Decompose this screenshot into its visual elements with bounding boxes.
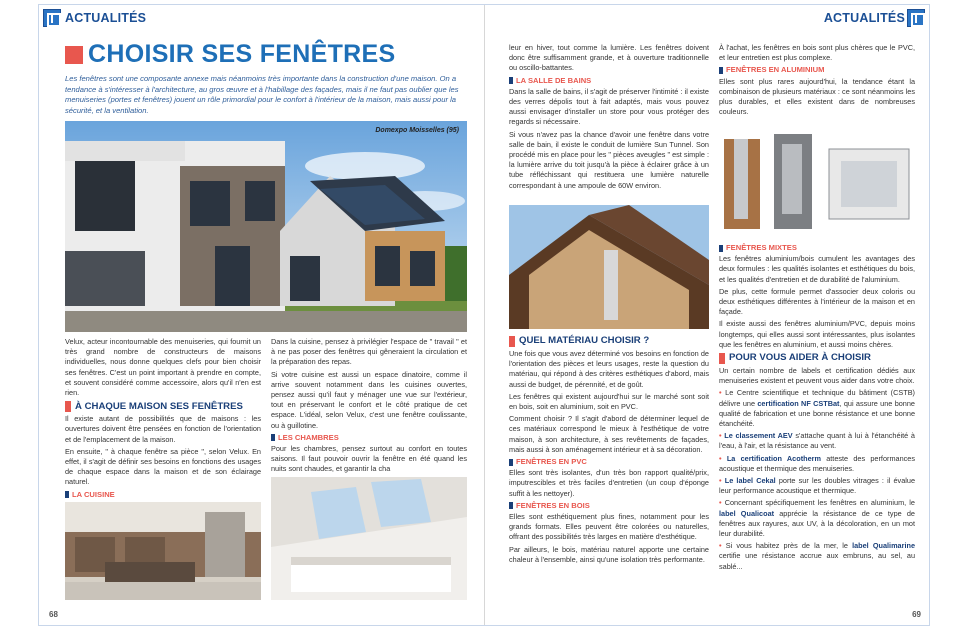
heading-marker — [271, 434, 275, 441]
page-number: 68 — [49, 610, 58, 619]
section-heading — [509, 336, 709, 347]
bullet-bold: Le label Cekal — [724, 476, 776, 486]
list-item — [719, 388, 915, 429]
heading-marker — [65, 491, 69, 498]
heading-marker — [509, 336, 515, 347]
paragraph: Les fenêtres qui existent aujourd'hui sur le marché sont soit en bois, soit en aluminium, soit en PVC. — [509, 391, 709, 412]
article-title — [65, 42, 395, 67]
heading-marker — [65, 401, 71, 412]
bullet-bold: Le classement AEV — [724, 431, 793, 441]
page-title: CHOISIR SES FENÊTRES — [88, 40, 396, 68]
bullet-bold: certification NF CSTBat — [757, 398, 840, 408]
bullet-icon: • — [719, 498, 722, 508]
heading-marker — [719, 245, 723, 252]
subsection-heading — [719, 243, 915, 253]
list-item — [719, 498, 915, 539]
left-column-2 — [271, 337, 467, 477]
paragraph: Elles sont plus rares aujourd'hui, la tendance étant la combinaison de plusieurs matériaux : ce sont néanmoins les plus durables, et elles existent dans de nombreuses couleurs. — [719, 76, 915, 117]
photo-caption: Domexpo Moisselles (95) — [375, 127, 459, 134]
bullet-bold: La certification Acotherm — [726, 453, 821, 463]
paragraph: À l'achat, les fenêtres en bois sont plus chères que le PVC, et leur entretien est plus complexe. — [719, 43, 915, 63]
subsection-heading — [65, 490, 261, 500]
rubric-label: ACTUALITÉS — [823, 11, 905, 25]
heading-text: FENÊTRES EN BOIS — [516, 500, 590, 510]
bullet-icon: • — [719, 388, 722, 398]
title-marker — [65, 46, 83, 64]
profiles-illustration — [719, 129, 915, 237]
window-icon — [43, 9, 61, 27]
bullet-icon: • — [719, 541, 722, 551]
bullet-icon: • — [719, 431, 722, 441]
paragraph: Dans la salle de bains, il s'agit de préserver l'intimité : il existe des verres dépolis tout à fait adaptés, mais vous pouvez aussi envisager d'installer un store pour vous protéger des regards si nécessaire. — [509, 86, 709, 127]
section-heading — [719, 353, 915, 364]
bullet-text: apprécie la résistance de ce type de fenêtres aux rayures, aux UV, à la décoloration, en un mot leur durabilité. — [719, 508, 915, 539]
paragraph: Elles sont esthétiquement plus fines, notamment pour les grands formats. Elles peuvent être colorées ou naturelles, offrant des possibilités très larges en matière d'esthétique. — [509, 512, 709, 542]
subsection-heading — [509, 76, 709, 86]
bullet-text: porte sur les doubles vitrages : il évalue leur performance acoustique et thermique. — [719, 476, 915, 496]
roof-illustration — [509, 205, 709, 329]
bullet-bold: label Qualicoat — [719, 508, 775, 518]
bullet-bold: label Qualimarine — [852, 541, 915, 551]
bullet-icon: • — [719, 476, 722, 486]
left-column-1 — [65, 337, 261, 501]
paragraph: En ensuite, " à chaque fenêtre sa pièce ", selon Velux. En effet, il s'agit de définir ses besoins en fonctions des usages de chaque espace dans la maison et de son éclairage naturel. — [65, 446, 261, 487]
heading-marker — [509, 459, 513, 466]
heading-marker — [719, 67, 723, 74]
heading-text: FENÊTRES EN PVC — [516, 457, 587, 467]
heading-marker — [509, 77, 513, 84]
rubric-label: ACTUALITÉS — [65, 11, 147, 25]
heading-text: FENÊTRES EN ALUMINIUM — [726, 65, 825, 75]
paragraph: Dans la cuisine, pensez à privilégier l'espace de " travail " et à ne pas poser des fenêtres qui gêneraient la circulation et la préparation des repas. — [271, 337, 467, 367]
list-item — [719, 476, 915, 496]
bullet-text: certifie une résistance accrue aux embruns, au sel, au sablé... — [719, 551, 915, 571]
bullet-text: Le Centre scientifique et technique du bâtiment (CSTB) délivre une — [719, 388, 915, 408]
page-number: 69 — [912, 610, 921, 619]
list-item — [719, 541, 915, 572]
paragraph: Une fois que vous avez déterminé vos besoins en fonction de l'orientation des pièces et leurs usages, reste la question du matériau, qui répond à des critères esthétiques d'abord, mais aussi de budget, de pérennité, et de goût. — [509, 349, 709, 389]
article-intro: Les fenêtres sont une composante annexe mais néanmoins très importante dans la construction d'une maison. On a tendance à s'intéresser à l'architecture, au gros œuvre et à l'habillage des façades, mais il ne faut pas oublier que les menuiseries (portes et fenêtres) jouent un rôle primordial pour le confort à l'intérieur de la maison, mais aussi pour la sécurité, et la ventilation. — [65, 74, 459, 115]
window-icon — [907, 9, 925, 27]
heading-text: LA CUISINE — [72, 489, 115, 499]
bedroom-illustration — [271, 477, 467, 600]
paragraph: Velux, acteur incontournable des menuiseries, qui fournit un très grand nombre de constructeurs de maisons individuelles, nous donne quelques clefs pour bien choisir ses fenêtres. C'est un point important à prendre en compte, et souvent considéré comme accessoire, alors qu'il n'en est rien. — [65, 337, 261, 398]
house-illustration — [65, 121, 467, 332]
heading-text: LA SALLE DE BAINS — [516, 75, 592, 85]
bullet-text: s'attache quant à lui à l'étanchéité à l'eau, à l'air, et la résistance au vent. — [719, 431, 915, 451]
section-heading — [65, 401, 261, 412]
left-page — [39, 5, 485, 625]
subsection-heading — [719, 65, 915, 75]
paragraph: Un certain nombre de labels et certification dédiés aux menuiseries existent et peuvent vous aider dans votre choix. — [719, 366, 915, 386]
bullet-text: Concernant spécifiquement les fenêtres en aluminium, le — [724, 498, 915, 508]
paragraph: Par ailleurs, le bois, matériau naturel apporte une certaine chaleur à l'ensemble, ainsi qu'une isolation très performante. — [509, 544, 709, 564]
right-column-2b — [719, 241, 915, 574]
subsection-heading — [271, 433, 467, 443]
list-item — [719, 454, 915, 474]
right-column-1b — [509, 333, 709, 567]
right-column-1 — [509, 43, 709, 193]
bedroom-photo — [271, 477, 467, 600]
paragraph: Si vous n'avez pas la chance d'avoir une fenêtre dans votre salle de bain, il existe le conduit de lumière Sun Tunnel. Son procédé mis en place pour les " pièces aveugles " est simple : la lumière arrive du toit jusqu'à la pièce à éclairer grâce à un tube réfléchissant qui restituera une lumière naturelle correspondant à une ampoule de 60W environ. — [509, 129, 709, 190]
window-profiles-photo — [719, 129, 915, 237]
roof-photo — [509, 205, 709, 329]
paragraph: Elles sont très isolantes, d'un très bon rapport qualité/prix, imputrescibles et très faciles d'entretien (un coup d'éponge suffit à les nettoyer). — [509, 468, 709, 498]
heading-text: LES CHAMBRES — [278, 432, 339, 442]
bullet-text: atteste des performances acoustique et thermique des menuiseries. — [719, 453, 915, 473]
paragraph: Il existe aussi des fenêtres aluminium/PVC, depuis moins longtemps, qui elles aussi sont intéressantes, plus isolantes que les fenêtres en aluminium, et aussi moins chères. — [719, 319, 915, 349]
heading-marker — [509, 502, 513, 509]
subsection-heading — [509, 501, 709, 511]
bullet-text: , qui assure une bonne qualité de fabrication et une bonne résistance et une bonne étanchéité. — [719, 398, 915, 429]
heading-text: FENÊTRES MIXTES — [726, 243, 797, 252]
paragraph: De plus, cette formule permet d'associer deux coloris ou deux esthétiques différentes à l'intérieur de la maison et en façade. — [719, 286, 915, 317]
paragraph: Si votre cuisine est aussi un espace dinatoire, comme il arrive souvent notamment dans les cuisines ouvertes, pensez aussi qu'il faut y ménager une vue sur l'extérieur, tout en préservant le confort et le côté pratique de cet espace. L'idéal, selon Velux, c'est une fenêtre coulissante, ou à guillotine. — [271, 369, 467, 430]
right-column-2 — [719, 43, 915, 119]
paragraph: Il existe autant de possibilités que de maisons : les ouvertures doivent être pensées en fonction de l'orientation et de l'emplacement de la maison. — [65, 414, 261, 444]
paragraph: Comment choisir ? Il s'agit d'abord de déterminer lequel de ces matériaux correspond le mieux à l'esthétique de votre maison, à son architecture, à ses revêtements de façades, mais aussi à son aménagement intérieur et à sa décoration. — [509, 414, 709, 454]
house-photo — [65, 121, 467, 332]
paragraph: Pour les chambres, pensez surtout au confort en toutes saisons. Il faut pouvoir ouvrir la fenêtre en été quand les nuits sont chaudes, et garantir la cha — [271, 444, 467, 474]
heading-marker — [719, 353, 725, 364]
list-item — [719, 431, 915, 451]
paragraph: leur en hiver, tout comme la lumière. Les fenêtres doivent donc être suffisamment grande, et à ouverture traditionnelle ou oscillo-battantes. — [509, 43, 709, 73]
magazine-spread — [38, 4, 930, 626]
heading-text: QUEL MATÉRIAU CHOISIR ? — [519, 335, 650, 347]
paragraph: Les fenêtres aluminium/bois cumulent les avantages des deux formules : les qualités isolantes et esthétiques du bois, et les qualités d'entretien et de durabilité de l'aluminium. — [719, 254, 915, 284]
bullet-text: Si vous habitez près de la mer, le — [725, 541, 853, 551]
right-page — [485, 5, 931, 625]
subsection-heading — [509, 457, 709, 467]
kitchen-photo — [65, 502, 261, 600]
kitchen-illustration — [65, 502, 261, 600]
heading-text: À CHAQUE MAISON SES FENÊTRES — [75, 400, 243, 412]
bullet-icon: • — [719, 453, 722, 463]
heading-text: POUR VOUS AIDER À CHOISIR — [729, 352, 871, 364]
